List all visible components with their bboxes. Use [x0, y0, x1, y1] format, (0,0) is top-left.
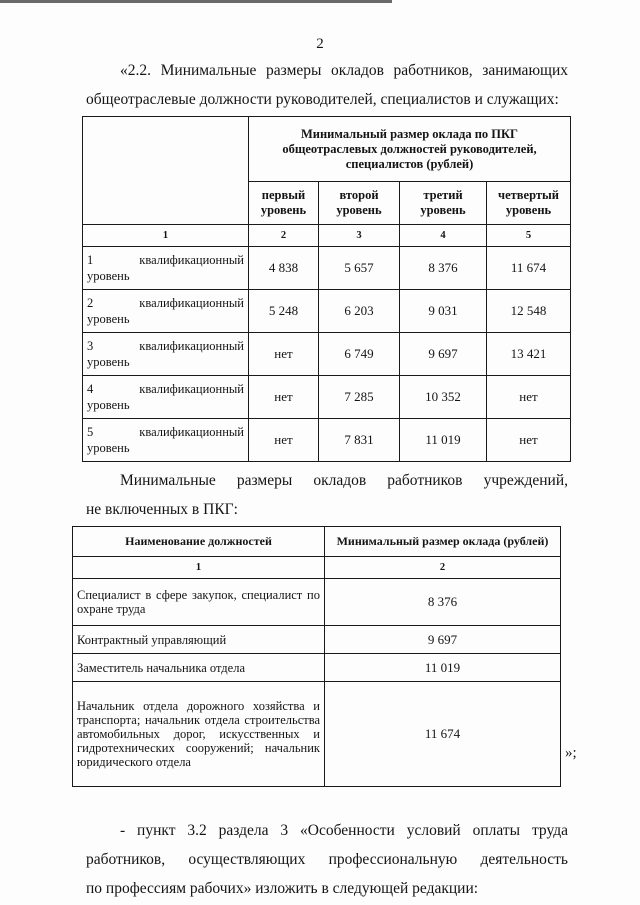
table-row — [73, 579, 561, 626]
table-row — [83, 376, 571, 419]
column-number: 4 — [400, 225, 487, 247]
section-intro-line-1: «2.2. Минимальные размеры окладов работников, занимающих — [120, 62, 568, 79]
qualification-level-label: 2 квалификационный уровень — [83, 290, 249, 333]
salary-cell: 7 285 — [319, 376, 400, 419]
level-header-4: четвертый уровень — [487, 182, 571, 225]
qualification-level-label: 3 квалификационный уровень — [83, 333, 249, 376]
table-row — [83, 247, 571, 290]
salary-cell: 10 352 — [400, 376, 487, 419]
salary-cell: 8 376 — [325, 579, 561, 626]
column-number: 2 — [249, 225, 319, 247]
salary-cell: 11 674 — [487, 247, 571, 290]
amendment-line-1: - пункт 3.2 раздела 3 «Особенности условий оплаты труда — [120, 822, 568, 839]
closing-quote: »; — [565, 745, 577, 761]
salary-cell: 9 697 — [400, 333, 487, 376]
amendment-line-3: по профессиям рабочих» изложить в следующей редакции: — [86, 880, 479, 897]
salary-cell: 11 019 — [325, 654, 561, 682]
level-header-1: первый уровень — [249, 182, 319, 225]
salary-cell: нет — [249, 333, 319, 376]
salary-cell: нет — [487, 419, 571, 462]
salary-cell: 9 031 — [400, 290, 487, 333]
salary-cell: 7 831 — [319, 419, 400, 462]
pkg-table-empty-header — [83, 117, 249, 225]
salary-cell: 12 548 — [487, 290, 571, 333]
table-row — [83, 290, 571, 333]
section-intro — [86, 56, 568, 114]
position-name: Заместитель начальника отдела — [73, 654, 325, 682]
section-intro-line-2: общеотраслевые должности руководителей, специалистов и служащих: — [86, 91, 559, 108]
salary-cell: 8 376 — [400, 247, 487, 290]
column-number: 5 — [487, 225, 571, 247]
salary-cell: нет — [487, 376, 571, 419]
position-name: Специалист в сфере закупок, специалист по охране труда — [73, 579, 325, 626]
table-row — [73, 654, 561, 682]
qualification-level-label: 1 квалификационный уровень — [83, 247, 249, 290]
position-name: Начальник отдела дорожного хозяйства и транспорта; начальник отдела строительства автомобильных дорог, искусственных и гидротехнических сооружений; начальник юридического отдела — [73, 682, 325, 787]
table-row — [83, 419, 571, 462]
salary-cell: нет — [249, 376, 319, 419]
qualification-level-label: 5 квалификационный уровень — [83, 419, 249, 462]
salary-cell: 11 019 — [400, 419, 487, 462]
pkg-salary-table — [82, 116, 571, 462]
salary-cell: 5 657 — [319, 247, 400, 290]
salary-cell: 5 248 — [249, 290, 319, 333]
salary-column-header: Минимальный размер оклада (рублей) — [325, 527, 561, 557]
level-header-2: второй уровень — [319, 182, 400, 225]
salary-cell: 13 421 — [487, 333, 571, 376]
column-number: 1 — [73, 557, 325, 579]
table-row — [73, 682, 561, 787]
nonpkg-salary-table — [72, 526, 561, 787]
salary-cell: 4 838 — [249, 247, 319, 290]
pkg-table-header: Минимальный размер оклада по ПКГ общеотраслевых должностей руководителей, специалистов (рублей) — [249, 117, 571, 182]
qualification-level-label: 4 квалификационный уровень — [83, 376, 249, 419]
salary-cell: нет — [249, 419, 319, 462]
nonpkg-intro-line-2: не включенных в ПКГ: — [86, 501, 238, 518]
salary-cell: 11 674 — [325, 682, 561, 787]
top-border-line — [0, 0, 392, 3]
salary-cell: 9 697 — [325, 626, 561, 654]
column-number: 2 — [325, 557, 561, 579]
salary-cell: 6 749 — [319, 333, 400, 376]
level-header-3: третий уровень — [400, 182, 487, 225]
amendment-line-2: работников, осуществляющих профессиональную деятельность — [86, 851, 568, 868]
table-row — [73, 626, 561, 654]
table-row — [83, 333, 571, 376]
position-name: Контрактный управляющий — [73, 626, 325, 654]
salary-cell: 6 203 — [319, 290, 400, 333]
column-number: 3 — [319, 225, 400, 247]
column-number: 1 — [83, 225, 249, 247]
page-number: 2 — [316, 36, 324, 52]
nonpkg-intro — [86, 466, 568, 524]
amendment-paragraph — [86, 816, 568, 903]
nonpkg-intro-line-1: Минимальные размеры окладов работников учреждений, — [120, 472, 568, 489]
position-column-header: Наименование должностей — [73, 527, 325, 557]
